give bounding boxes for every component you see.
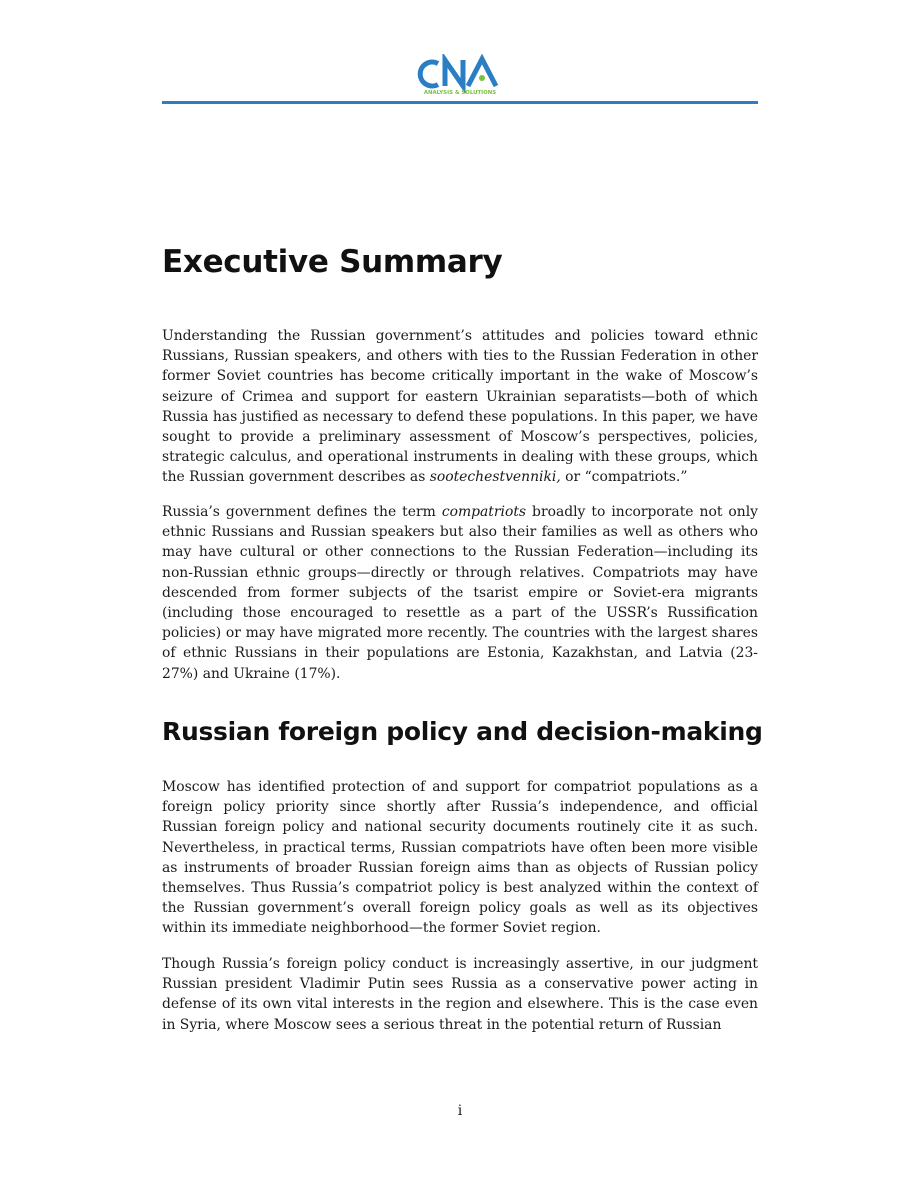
paragraph-4: Though Russia’s foreign policy conduct is increasingly assertive, in our judgment Russian president Vladimir Putin sees Russia as a conservative power acting in defense of its own vital interests in the region and elsewhere. This is the case even in Syria, where Moscow sees a serious threat in the potential return of Russian [162, 956, 758, 1033]
page-number: i [457, 1103, 463, 1119]
paragraph-2: Russia’s government defines the term compatriots broadly to incorporate not only ethnic Russians and Russian speakers but also their families as well as others who may have cultural or other connections to the Russian Federation—including its non-Russian ethnic groups—directly or through relatives. Compatriots may have descended from former subjects of the tsarist empire or Soviet-era migrants (including those encouraged to resettle as a part of the USSR’s Russification policies) or may have migrated more recently. The countries with the largest shares of ethnic Russians in their populations are Estonia, Kazakhstan, and Latvia (23-27%) and Ukraine (17%). [162, 504, 758, 682]
header-rule [162, 101, 758, 104]
paragraph-1: Understanding the Russian government’s attitudes and policies toward ethnic Russians, Russian speakers, and others with ties to the Russian Federation in other former Soviet countries has become critically important in the wake of Moscow’s seizure of Crimea and support for eastern Ukrainian separatists—both of which Russia has justified as necessary to defend these populations. In this paper, we have sought to provide a preliminary assessment of Moscow’s perspectives, policies, strategic calculus, and operational instruments in dealing with these groups, which the Russian government describes as sootechestvenniki, or “compatriots.” [162, 328, 758, 486]
section-heading: Russian foreign policy and decision-making [162, 717, 763, 746]
cna-logo [414, 54, 506, 96]
svg-text:ANALYSIS & SOLUTIONS: ANALYSIS & SOLUTIONS [423, 90, 497, 96]
paragraph-3: Moscow has identified protection of and support for compatriot populations as a foreign policy priority since shortly after Russia’s independence, and official Russian foreign policy and national security documents routinely cite it as such. Nevertheless, in practical terms, Russian compatriots have often been more visible as instruments of broader Russian foreign aims than as objects of Russian policy themselves. Thus Russia’s compatriot policy is best analyzed within the context of the Russian government’s overall foreign policy goals as well as its objectives within its immediate neighborhood—the former Soviet region. [162, 779, 758, 937]
page-title: Executive Summary [162, 244, 503, 280]
